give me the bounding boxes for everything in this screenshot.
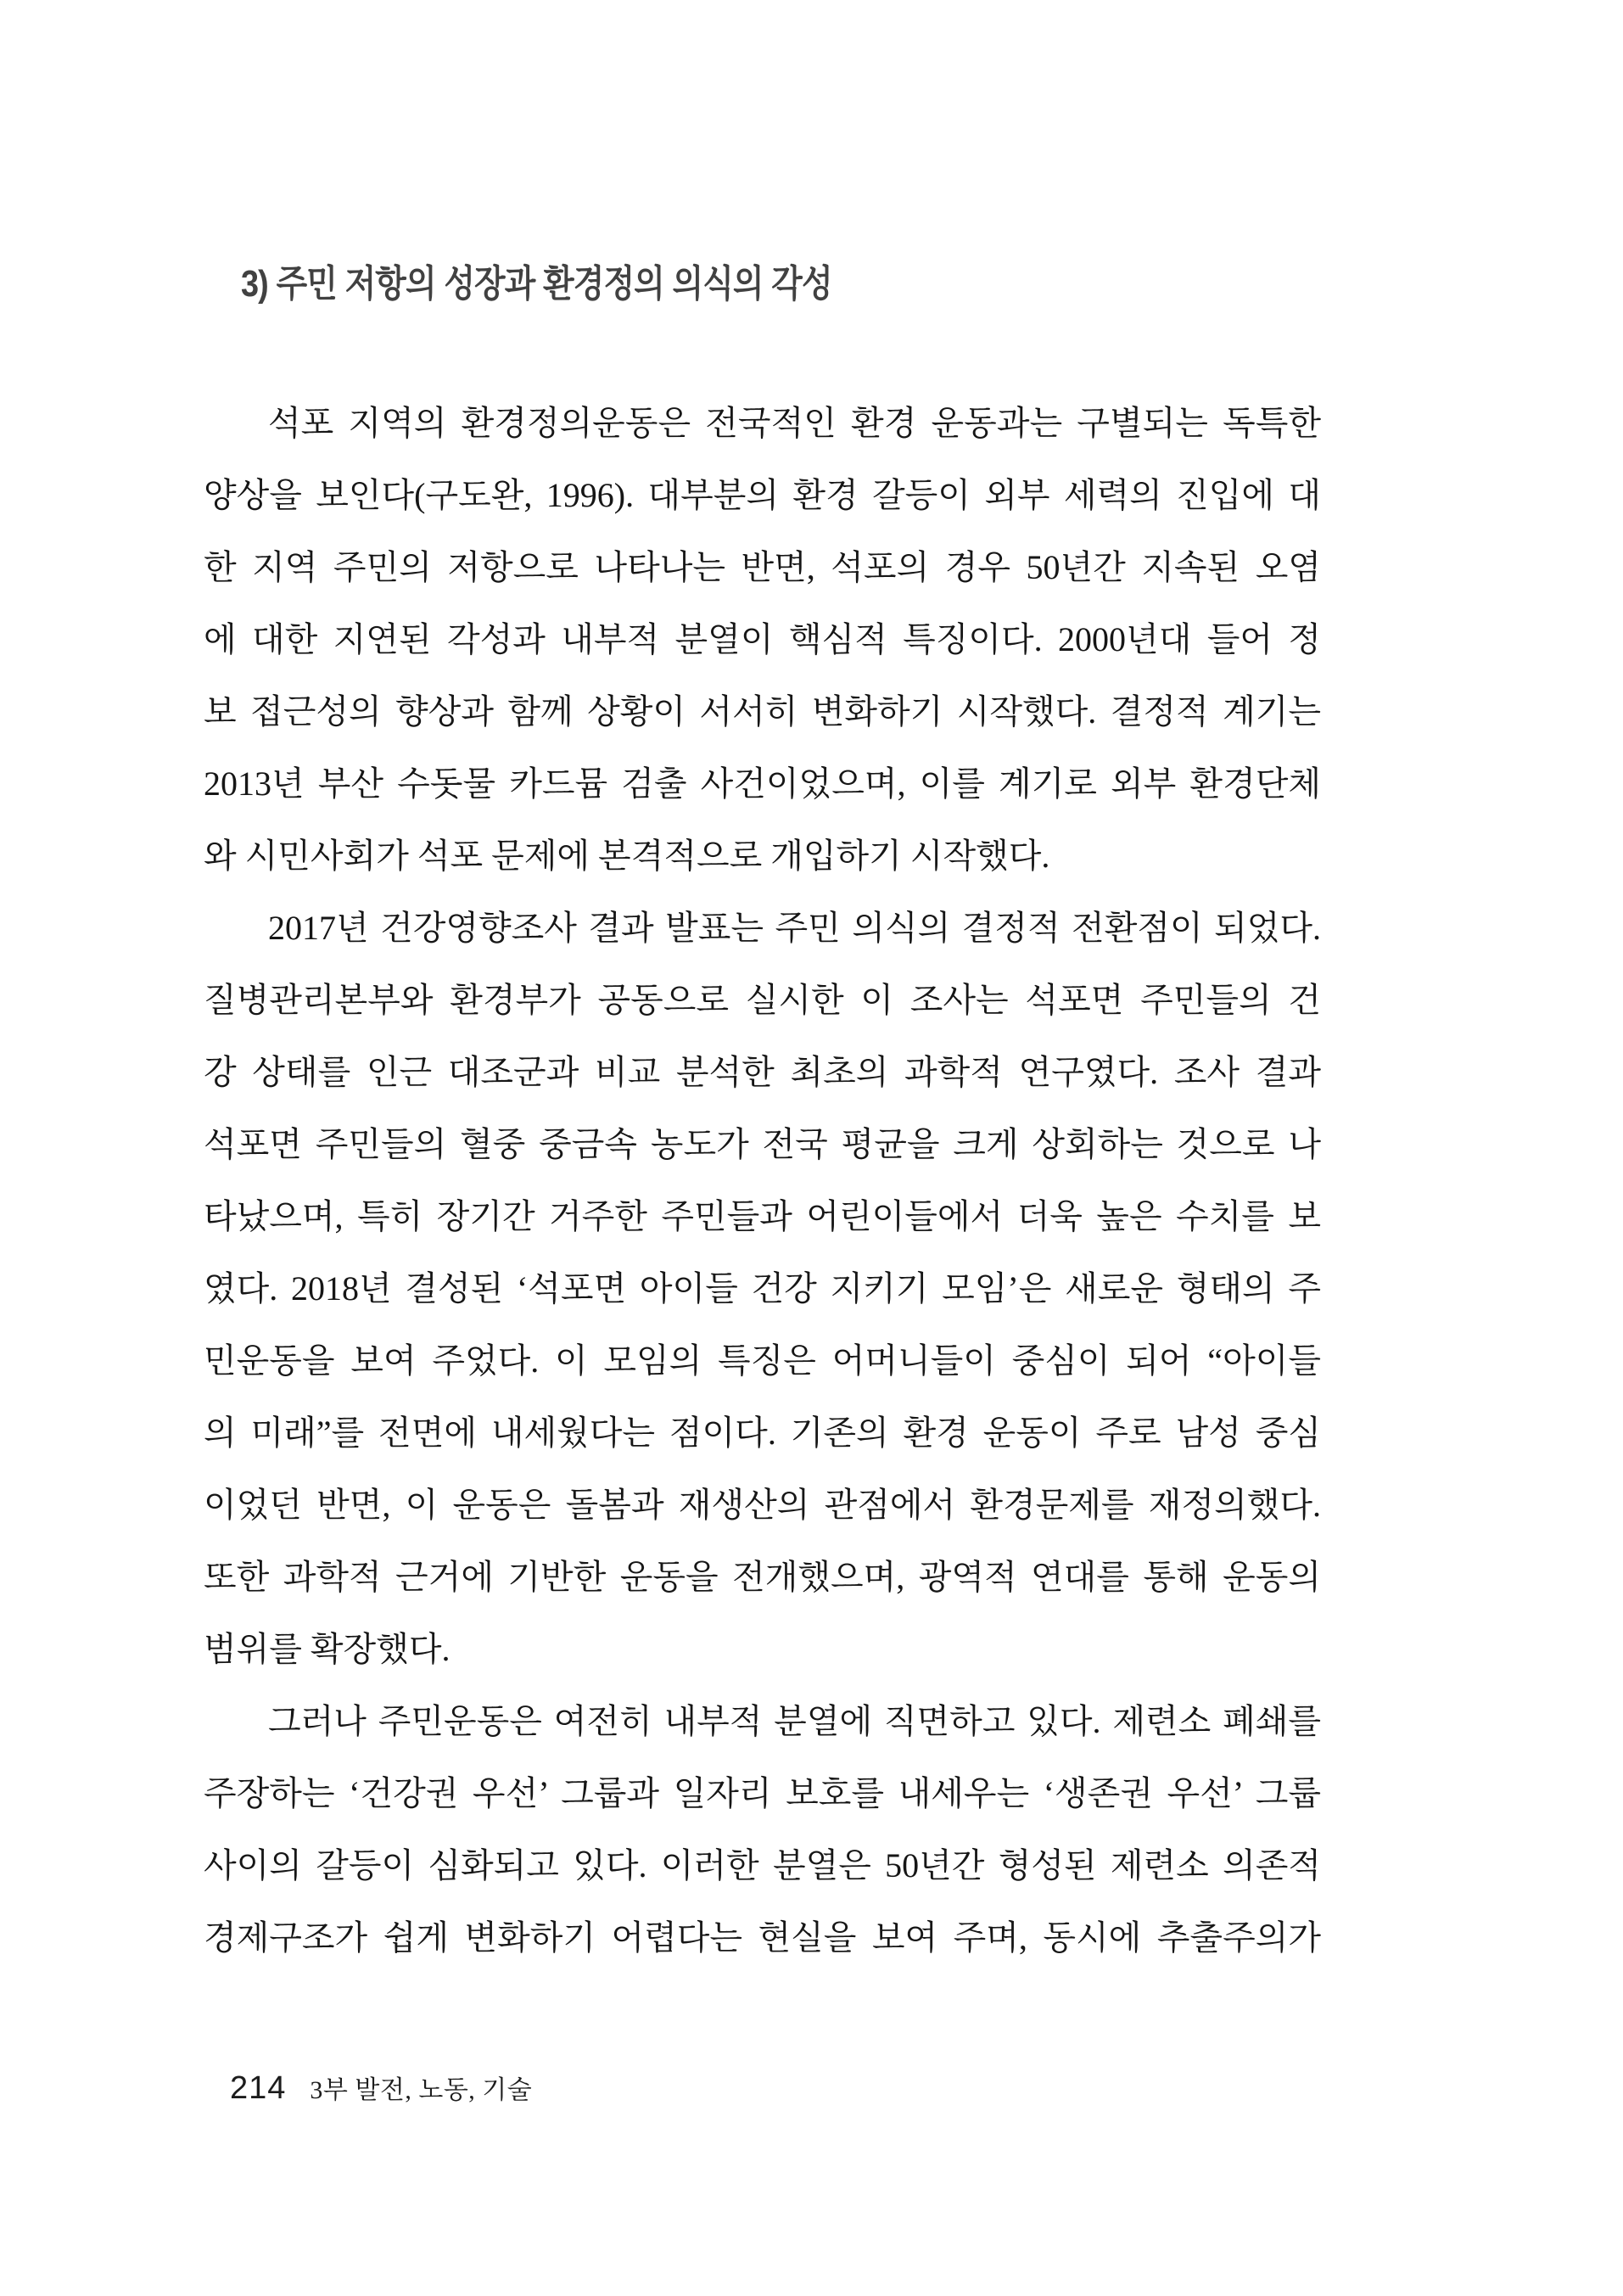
body-line: 와 시민사회가 석포 문제에 본격적으로 개입하기 시작했다. (204, 837, 1050, 875)
body-line: 질병관리본부와 환경부가 공동으로 실시한 이 조사는 석포면 주민들의 건 (204, 981, 1321, 1019)
body-line: 사이의 갈등이 심화되고 있다. 이러한 분열은 50년간 형성된 제련소 의존적 (204, 1846, 1321, 1884)
running-title: 3부 발전, 노동, 기술 (310, 2076, 533, 2104)
body-line: 또한 과학적 근거에 기반한 운동을 전개했으며, 광역적 연대를 통해 운동의 (204, 1558, 1321, 1596)
body-line: 한 지역 주민의 저항으로 나타나는 반면, 석포의 경우 50년간 지속된 오염 (204, 548, 1321, 586)
body-line: 이었던 반면, 이 운동은 돌봄과 재생산의 관점에서 환경문제를 재정의했다. (204, 1486, 1321, 1524)
body-line: 보 접근성의 향상과 함께 상황이 서서히 변화하기 시작했다. 결정적 계기는 (204, 692, 1321, 731)
body-line: 주장하는 ‘건강권 우선’ 그룹과 일자리 보호를 내세우는 ‘생존권 우선’ 그룹 (204, 1774, 1321, 1812)
body-text (204, 387, 1321, 1974)
section-heading: 3) 주민 저항의 성장과 환경정의 의식의 각성 (241, 263, 832, 305)
body-line: 민운동을 보여 주었다. 이 모임의 특징은 어머니들이 중심이 되어 “아이들 (204, 1341, 1321, 1380)
body-line: 범위를 확장했다. (204, 1630, 451, 1668)
body-line: 양상을 보인다(구도완, 1996). 대부분의 환경 갈등이 외부 세력의 진입에 대 (204, 476, 1321, 514)
body-line: 에 대한 지연된 각성과 내부적 분열이 핵심적 특징이다. 2000년대 들어 정 (204, 620, 1321, 658)
body-line: 석포면 주민들의 혈중 중금속 농도가 전국 평균을 크게 상회하는 것으로 나 (204, 1125, 1321, 1163)
body-line: 의 미래”를 전면에 내세웠다는 점이다. 기존의 환경 운동이 주로 남성 중심 (204, 1414, 1321, 1452)
body-line: 그러나 주민운동은 여전히 내부적 분열에 직면하고 있다. 제련소 폐쇄를 (268, 1702, 1321, 1740)
body-line: 강 상태를 인근 대조군과 비교 분석한 최초의 과학적 연구였다. 조사 결과 (204, 1053, 1321, 1091)
body-line: 석포 지역의 환경정의운동은 전국적인 환경 운동과는 구별되는 독특한 (268, 404, 1321, 442)
page-footer (230, 2069, 532, 2107)
body-line: 타났으며, 특히 장기간 거주한 주민들과 어린이들에서 더욱 높은 수치를 보 (204, 1197, 1321, 1235)
body-line: 경제구조가 쉽게 변화하기 어렵다는 현실을 보여 주며, 동시에 추출주의가 (204, 1918, 1321, 1957)
body-line: 2017년 건강영향조사 결과 발표는 주민 의식의 결정적 전환점이 되었다. (268, 909, 1321, 947)
body-line: 2013년 부산 수돗물 카드뮴 검출 사건이었으며, 이를 계기로 외부 환경단체 (204, 764, 1321, 803)
body-line: 였다. 2018년 결성된 ‘석포면 아이들 건강 지키기 모임’은 새로운 형태의 주 (204, 1269, 1321, 1308)
page-number: 214 (230, 2070, 287, 2106)
